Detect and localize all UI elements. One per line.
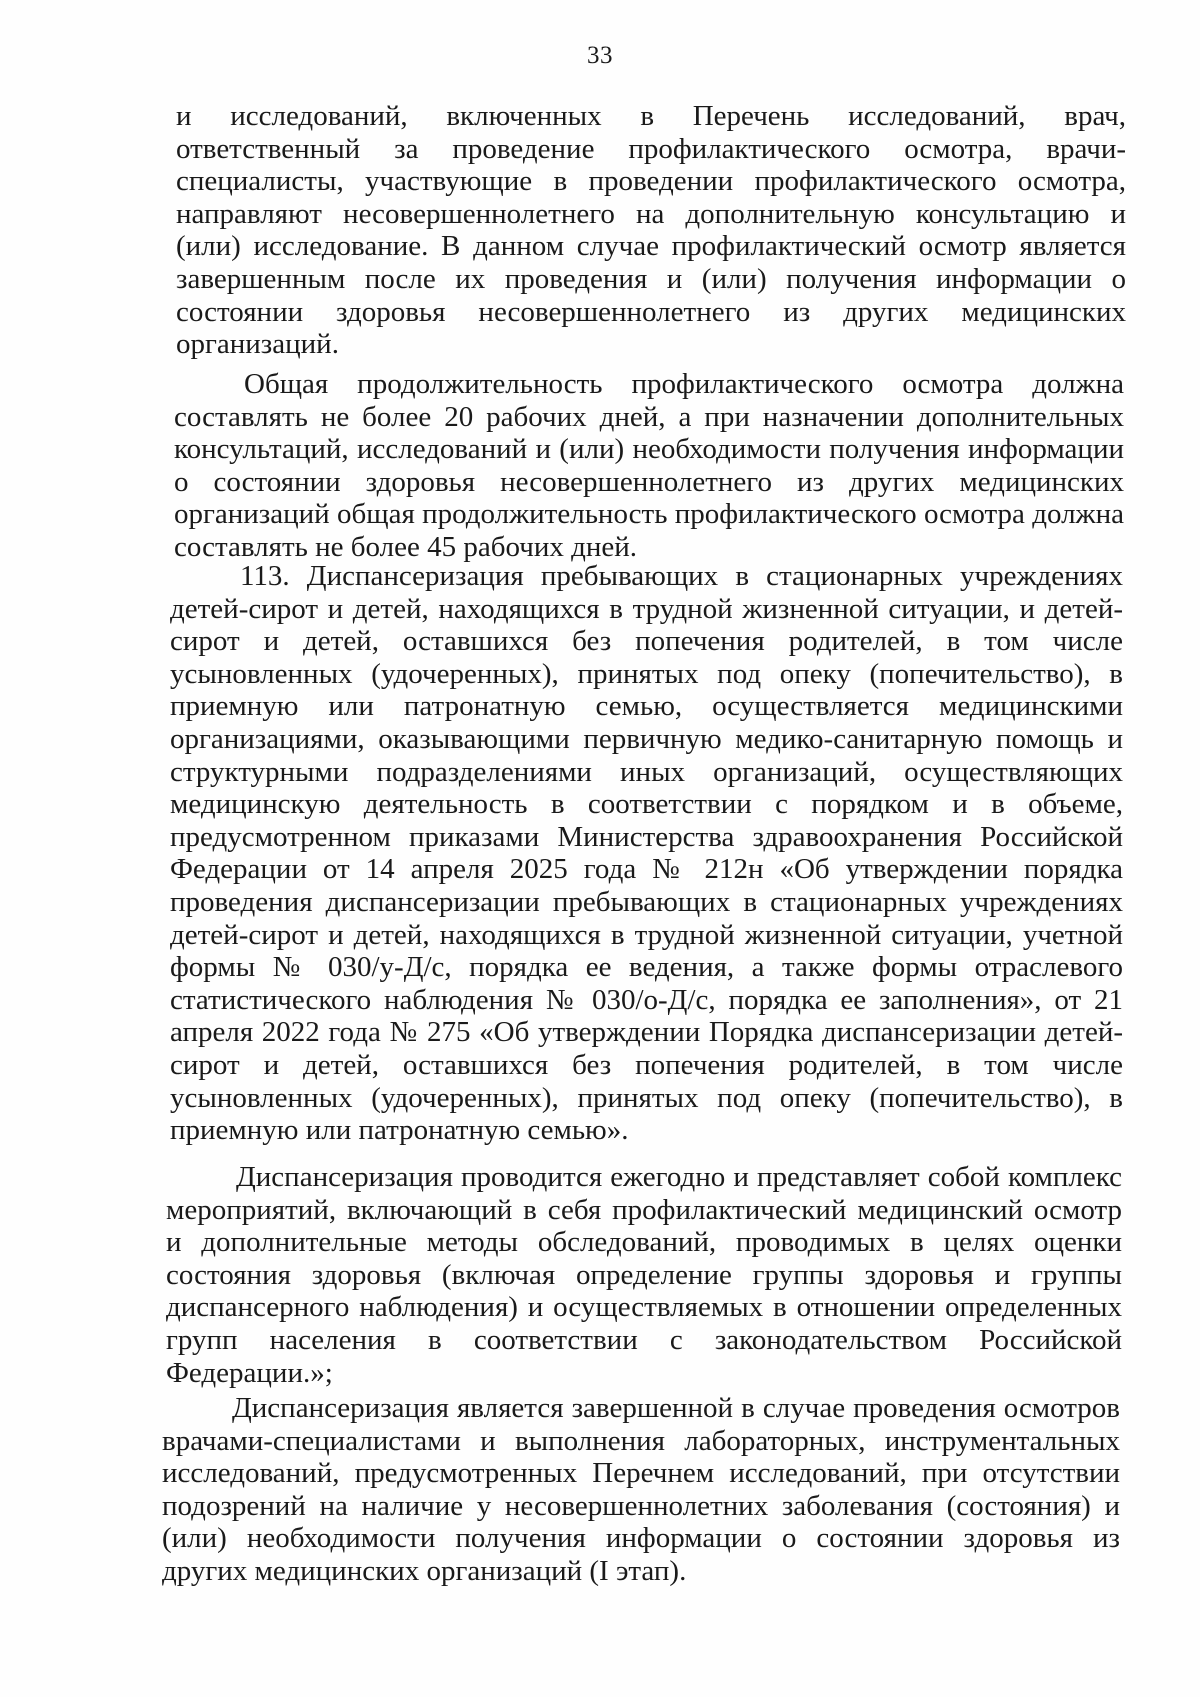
paragraph-text: Диспансеризация проводится ежегодно и представляет собой комплекс мероприятий, включающий в себя профилактический медицинский осмотр и дополнительные методы обследований, проводимых в целях оценки состояния здоровья (включая определение группы здоровья и группы диспансерного наблюдения) и осуществляемых в отношении определенных групп населения в соответствии с законодательством Российской Федерации.»;: [166, 1161, 1122, 1389]
paragraph-continuation: [176, 100, 1126, 361]
paragraph-dispensarization-completion: [162, 1392, 1120, 1588]
paragraph-text: и исследований, включенных в Перечень исследований, врач, ответственный за проведение профилактического осмотра, врачи-специалисты, участвующие в проведении профилактического осмотра, направляют несовершеннолетнего на дополнительную консультацию и (или) исследование. В данном случае профилактический осмотр является завершенным после их проведения и (или) получения информации о состоянии здоровья несовершеннолетнего из других медицинских организаций.: [176, 100, 1126, 361]
page-number: 33: [587, 42, 613, 69]
paragraph-dispensarization-definition: [166, 1161, 1122, 1389]
paragraph-duration: [174, 368, 1124, 564]
paragraph-clause-113: [170, 560, 1123, 1147]
paragraph-text: Диспансеризация является завершенной в случае проведения осмотров врачами-специалистами и выполнения лабораторных, инструментальных исследований, предусмотренных Перечнем исследований, при отсутствии подозрений на наличие у несовершеннолетних заболевания (состояния) и (или) необходимости получения информации о состоянии здоровья из других медицинских организаций (I этап).: [162, 1392, 1120, 1587]
paragraph-text: Общая продолжительность профилактического осмотра должна составлять не более 20 рабочих дней, а при назначении дополнительных консультаций, исследований и (или) необходимости получения информации о состоянии здоровья несовершеннолетнего из других медицинских организаций общая продолжительность профилактического осмотра должна составлять не более 45 рабочих дней.: [174, 368, 1124, 563]
paragraph-text: 113. Диспансеризация пребывающих в стационарных учреждениях детей-сирот и детей, находящихся в трудной жизненной ситуации, и детей-сирот и детей, оставшихся без попечения родителей, в том числе усыновленных (удочеренных), принятых под опеку (попечительство), в приемную или патронатную семью, осуществляется медицинскими организациями, оказывающими первичную медико-санитарную помощь и структурными подразделениями иных организаций, осуществляющих медицинскую деятельность в соответствии с порядком и в объеме, предусмотренном приказами Министерства здравоохранения Российской Федерации от 14 апреля 2025 года № 212н «Об утверждении порядка проведения диспансеризации пребывающих в стационарных учреждениях детей-сирот и детей, находящихся в трудной жизненной ситуации, учетной формы № 030/у-Д/с, порядка ее ведения, а также формы отраслевого статистического наблюдения № 030/о-Д/с, порядка ее заполнения», от 21 апреля 2022 года № 275 «Об утверждении Порядка диспансеризации детей-сирот и детей, оставшихся без попечения родителей, в том числе усыновленных (удочеренных), принятых под опеку (попечительство), в приемную или патронатную семью».: [170, 560, 1123, 1147]
